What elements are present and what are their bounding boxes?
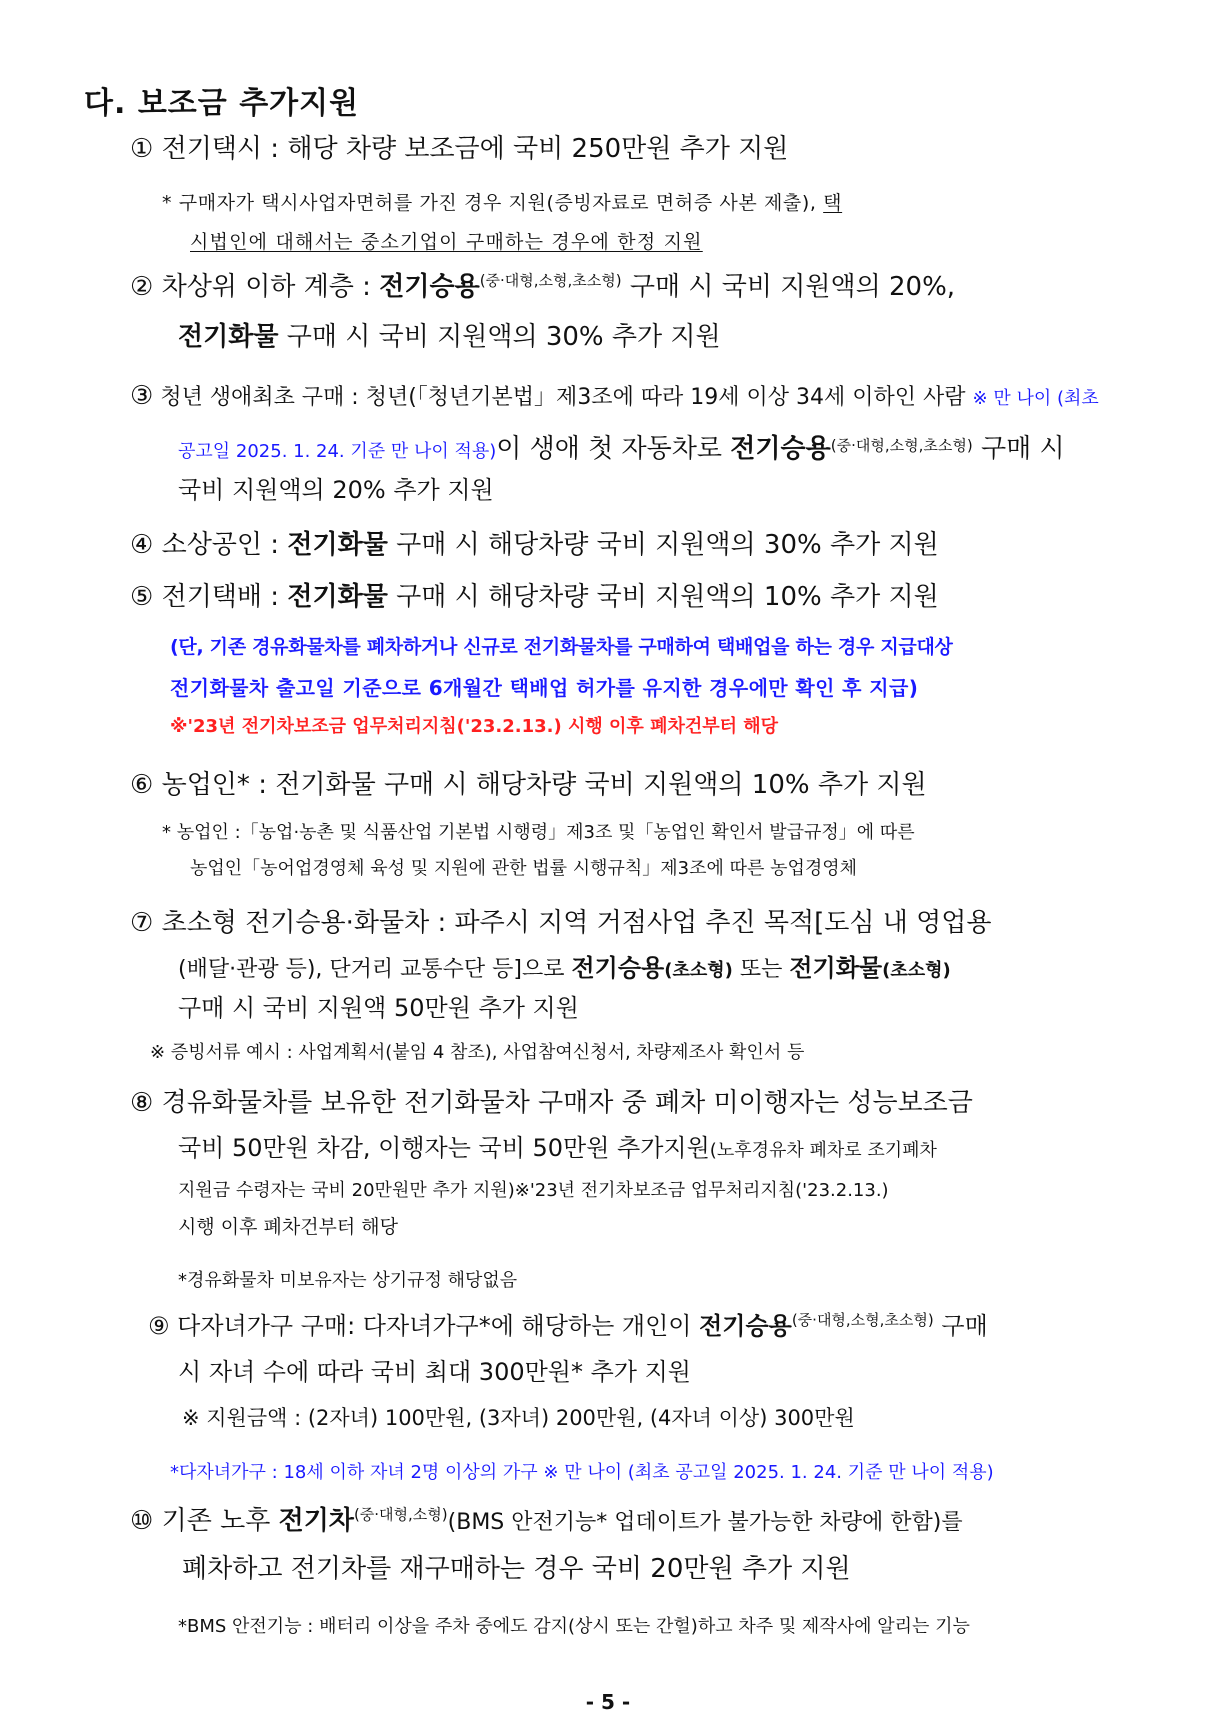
note-underlined: 택 <box>823 192 843 214</box>
item-text: 소상공인 : <box>161 530 288 560</box>
item-3-line2 <box>178 428 1065 465</box>
item-5-red-note: ※'23년 전기차보조금 업무처리지침('23.2.13.) 시행 이후 폐차건부터 해당 <box>170 716 779 737</box>
bold-term: 전기화물 <box>178 322 279 352</box>
item-number: ③ <box>130 381 154 411</box>
item-text: 또는 <box>732 957 790 982</box>
item-text-small: (노후경유차 폐차로 조기폐차 <box>709 1140 937 1161</box>
item-text: 전기택배 : <box>161 582 288 612</box>
blue-note: 공고일 2025. 1. 24. 기준 만 나이 적용) <box>178 441 497 462</box>
item-text: 구매 시 해당차량 국비 지원액의 10% 추가 지원 <box>387 582 939 612</box>
item-4 <box>130 524 939 561</box>
bold-term: 전기승용 <box>730 434 831 464</box>
item-8-line4: 시행 이후 폐차건부터 해당 <box>178 1216 399 1238</box>
bold-small: (초소형) <box>882 960 951 981</box>
bold-term: 전기차 <box>278 1506 354 1536</box>
note-text: * 구매자가 택시사업자면허를 가진 경우 지원(증빙자료로 면허증 사본 제출), <box>162 192 824 214</box>
item-number: ⑩ <box>130 1506 154 1536</box>
item-6-note2: 농업인「농어업경영체 육성 및 지원에 관한 법률 시행규칙」제3조에 따른 농업경영체 <box>190 858 858 879</box>
superscript: (중·대형,소형) <box>353 1505 448 1524</box>
item-number: ⑧ <box>130 1088 154 1118</box>
item-9-line2: 시 자녀 수에 따라 국비 최대 300만원* 추가 지원 <box>178 1358 691 1386</box>
item-10 <box>130 1500 963 1537</box>
bold-term: 전기화물 <box>287 582 388 612</box>
item-text: 기존 노후 <box>161 1506 279 1536</box>
item-number: ② <box>130 272 154 302</box>
item-5 <box>130 576 939 613</box>
item-7-note: ※ 증빙서류 예시 : 사업계획서(붙임 4 참조), 사업참여신청서, 차량제조사 확인서 등 <box>150 1042 805 1063</box>
item-1-note <box>162 188 842 215</box>
item-text: 전기택시 : 해당 차량 보조금에 국비 250만원 추가 지원 <box>161 134 789 164</box>
item-number: ⑥ <box>130 770 154 800</box>
item-8-note: *경유화물차 미보유자는 상기규정 해당없음 <box>178 1270 518 1291</box>
item-number: ① <box>130 134 154 164</box>
superscript: (중·대형,소형,초소형) <box>479 271 622 290</box>
item-10-note: *BMS 안전기능 : 배터리 이상을 주차 중에도 감지(상시 또는 간헐)하고 차주 및 제작사에 알리는 기능 <box>178 1616 970 1637</box>
item-1 <box>130 128 788 165</box>
item-number: ⑦ <box>130 908 154 938</box>
item-text: 국비 50만원 차감, 이행자는 국비 50만원 추가지원 <box>178 1134 710 1162</box>
item-text: (배달·관광 등), 단거리 교통수단 등]으로 <box>178 957 572 982</box>
item-text: 초소형 전기승용·화물차 : 파주시 지역 거점사업 추진 목적[도심 내 영업용 <box>161 908 992 938</box>
page-number: - 5 - <box>585 1690 631 1714</box>
item-3 <box>130 380 1099 411</box>
item-5-blue-line2: 전기화물차 출고일 기준으로 6개월간 택배업 허가를 유지한 경우에만 확인 후 지급) <box>170 676 919 700</box>
item-9 <box>148 1306 988 1341</box>
item-6-note1: * 농업인 :「농업·농촌 및 식품산업 기본법 시행령」제3조 및「농업인 확인서 발급규정」에 따른 <box>162 822 915 843</box>
item-number: ⑤ <box>130 582 154 612</box>
bold-term: 전기승용 <box>699 1312 792 1340</box>
bold-small: (초소형) <box>664 960 733 981</box>
item-text: 청년 생애최초 구매 : 청년(「청년기본법」제3조에 따라 19세 이상 34세 이하인 사람 <box>160 385 973 410</box>
item-8 <box>130 1082 973 1119</box>
item-text: 구매 <box>933 1312 988 1340</box>
item-6 <box>130 764 927 801</box>
item-text: 경유화물차를 보유한 전기화물차 구매자 중 폐차 미이행자는 성능보조금 <box>161 1088 973 1118</box>
item-text: 농업인* : 전기화물 구매 시 해당차량 국비 지원액의 10% 추가 지원 <box>161 770 927 800</box>
item-text: 차상위 이하 계층 : <box>161 272 380 302</box>
item-7 <box>130 902 992 939</box>
item-number: ④ <box>130 530 154 560</box>
section-heading: 다. 보조금 추가지원 <box>84 86 360 121</box>
superscript: (중·대형,소형,초소형) <box>791 1311 934 1329</box>
bold-term: 전기승용 <box>379 272 480 302</box>
item-7-line3: 구매 시 국비 지원액 50만원 추가 지원 <box>178 994 579 1022</box>
item-text: 구매 시 국비 지원액의 20%, <box>621 272 956 302</box>
item-2-line2 <box>178 316 721 353</box>
bold-term: 전기화물 <box>789 954 883 982</box>
blue-note: ※ 만 나이 (최초 <box>972 388 1099 409</box>
bold-term: 전기화물 <box>287 530 388 560</box>
item-9-line3: ※ 지원금액 : (2자녀) 100만원, (3자녀) 200만원, (4자녀 이상) 300만원 <box>182 1406 855 1430</box>
superscript: (중·대형,소형,초소형) <box>830 436 973 455</box>
item-5-blue-line1: (단, 기존 경유화물차를 폐차하거나 신규로 전기화물차를 구매하여 택배업을 하는 경우 지급대상 <box>170 636 953 658</box>
bold-term: 전기승용 <box>571 954 665 982</box>
item-7-line2 <box>178 948 951 983</box>
item-8-line2 <box>178 1128 937 1163</box>
item-3-line3: 국비 지원액의 20% 추가 지원 <box>178 476 494 504</box>
item-1-note-line2: 시법인에 대해서는 중소기업이 구매하는 경우에 한정 지원 <box>190 231 703 253</box>
item-number: ⑨ <box>148 1312 170 1340</box>
item-text: 구매 시 <box>972 434 1065 464</box>
item-9-note: *다자녀가구 : 18세 이하 자녀 2명 이상의 가구 ※ 만 나이 (최초 공고일 2025. 1. 24. 기준 만 나이 적용) <box>170 1462 994 1483</box>
item-text: 이 생애 첫 자동차로 <box>496 434 731 464</box>
item-text: 구매 시 해당차량 국비 지원액의 30% 추가 지원 <box>387 530 939 560</box>
item-text: (BMS 안전기능* 업데이트가 불가능한 차량에 한함)를 <box>447 1510 963 1535</box>
item-2 <box>130 266 955 303</box>
item-8-line3: 지원금 수령자는 국비 20만원만 추가 지원)※'23년 전기차보조금 업무처리지침('23.2.13.) <box>178 1180 889 1201</box>
item-text: 다자녀가구 구매: 다자녀가구*에 해당하는 개인이 <box>177 1312 700 1340</box>
item-text: 구매 시 국비 지원액의 30% 추가 지원 <box>278 322 721 352</box>
item-10-line2: 폐차하고 전기차를 재구매하는 경우 국비 20만원 추가 지원 <box>182 1554 851 1584</box>
